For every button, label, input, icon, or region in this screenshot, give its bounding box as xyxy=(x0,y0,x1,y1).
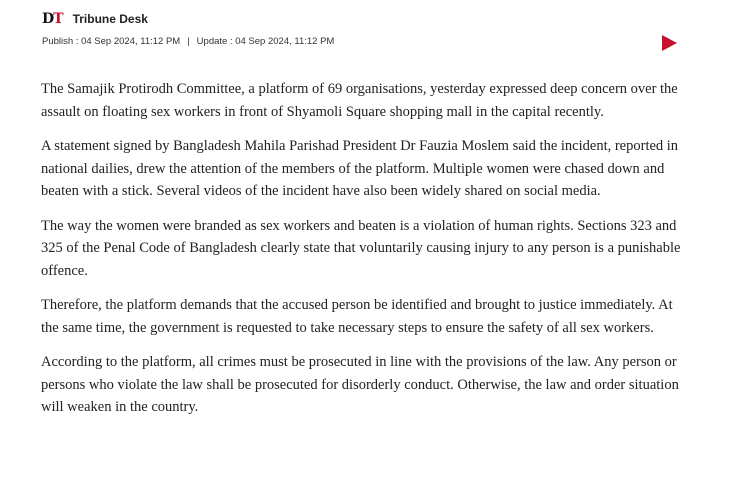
article-header xyxy=(42,10,692,60)
meta-separator: | xyxy=(187,36,190,47)
dhaka-tribune-logo xyxy=(42,11,63,27)
article-body xyxy=(41,78,691,431)
article-paragraph: A statement signed by Bangladesh Mahila Parishad President Dr Fauzia Moslem said the incident, reported in national dailies, drew the attention of the members of the platform. Multiple women were chased down and beaten with a stick. Several videos of the incident have also been widely shared on social media. xyxy=(41,138,679,199)
article-paragraph: The way the women were branded as sex workers and beaten is a violation of human rights. Sections 323 and 325 of the Penal Code of Bangladesh clearly state that voluntarily causing injury to any person is a punishable offence. xyxy=(41,217,681,279)
byline-row xyxy=(42,10,692,28)
author-name[interactable]: Tribune Desk xyxy=(72,12,148,26)
update-time: Update : 04 Sep 2024, 11:12 PM xyxy=(196,36,335,47)
play-icon xyxy=(660,34,678,52)
logo-d: D xyxy=(42,11,54,27)
article-paragraph: Therefore, the platform demands that the accused person be identified and brought to justice immediately. At the same time, the government is requested to take necessary steps to ensure the safety of all sex workers. xyxy=(41,297,673,336)
listen-play-button[interactable] xyxy=(660,34,678,52)
logo-t: T xyxy=(53,11,63,27)
article-paragraph: According to the platform, all crimes must be prosecuted in line with the provisions of the law. Any person or persons who violate the law shall be prosecuted for disorderly conduct. Otherwise, the law and order situation will weaken in the country. xyxy=(41,354,679,415)
publish-time: Publish : 04 Sep 2024, 11:12 PM xyxy=(42,36,181,47)
timestamp-row xyxy=(42,36,692,47)
article-paragraph: The Samajik Protirodh Committee, a platform of 69 organisations, yesterday expressed deep concern over the assault on floating sex workers in front of Shyamoli Square shopping mall in the capital recently. xyxy=(41,81,678,120)
